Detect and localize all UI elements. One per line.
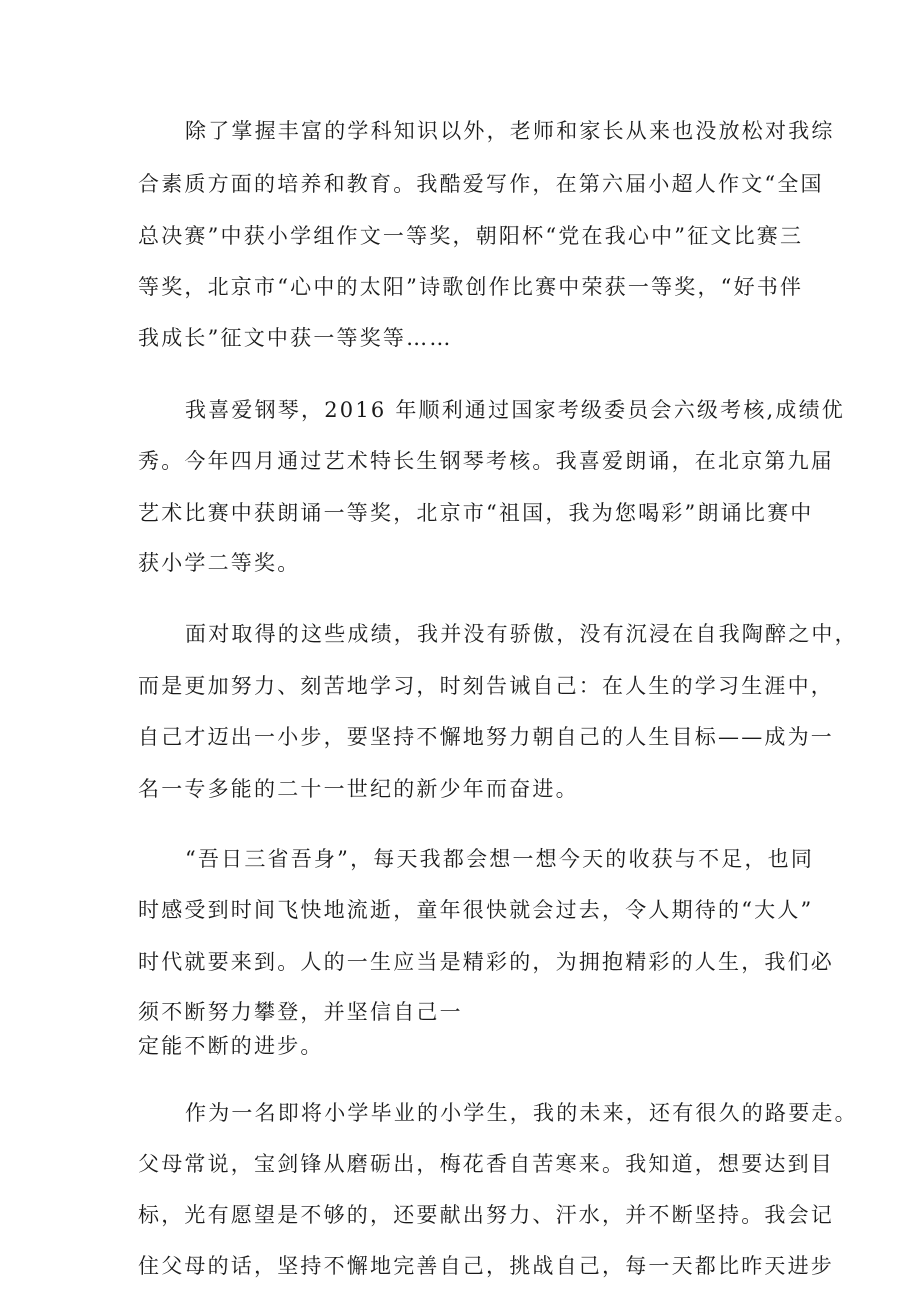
text-line: 自己才迈出一小步，要坚持不懈地努力朝自己的人生目标——成为一	[138, 725, 834, 749]
text-line: 标，光有愿望是不够的，还要献出努力、汗水，并不断坚持。我会记	[138, 1203, 834, 1227]
text-line: 我喜爱钢琴，2016 年顺利通过国家考级委员会六级考核,成绩优	[185, 398, 845, 422]
text-line: 总决赛”中获小学组作文一等奖，朝阳杯“党在我心中”征文比赛三	[138, 224, 804, 248]
text-line: 父母常说，宝剑锋从磨砺出，梅花香自苦寒来。我知道，想要达到目	[138, 1152, 834, 1176]
text-line: 除了掌握丰富的学科知识以外，老师和家长从来也没放松对我综	[185, 119, 835, 143]
text-line: 定能不断的进步。	[138, 1034, 324, 1058]
text-line: 住父母的话，坚持不懈地完善自己，挑战自己，每一天都比昨天进步	[138, 1254, 834, 1278]
text-line: 作为一名即将小学毕业的小学生，我的未来，还有很久的路要走。	[185, 1101, 858, 1125]
text-line: “吾日三省吾身”，每天我都会想一想今天的收获与不足，也同	[185, 847, 815, 871]
text-line: 艺术比赛中获朗诵一等奖，北京市“祖国，我为您喝彩”朗诵比赛中	[138, 501, 814, 525]
text-line: 合素质方面的培养和教育。我酷爱写作，在第六届小超人作文“全国	[138, 172, 824, 196]
text-line: 等奖，北京市“心中的太阳”诗歌创作比赛中荣获一等奖，“好书伴	[138, 275, 804, 299]
text-line: 我成长”征文中获一等奖等……	[138, 326, 453, 350]
text-line: 获小学二等奖。	[138, 551, 301, 575]
text-line: 须不断努力攀登，并坚信自己一	[138, 1000, 463, 1024]
text-line: 秀。今年四月通过艺术特长生钢琴考核。我喜爱朗诵，在北京第九届	[138, 449, 834, 473]
text-line: 而是更加努力、刻苦地学习，时刻告诫自己：在人生的学习生涯中，	[138, 674, 834, 698]
text-line: 时代就要来到。人的一生应当是精彩的，为拥抱精彩的人生，我们必	[138, 950, 834, 974]
text-line: 时感受到时间飞快地流逝，童年很快就会过去，令人期待的“大人”	[138, 898, 814, 922]
text-line: 面对取得的这些成绩，我并没有骄傲，没有沉浸在自我陶醉之中，	[185, 622, 858, 646]
text-line: 名一专多能的二十一世纪的新少年而奋进。	[138, 777, 579, 801]
